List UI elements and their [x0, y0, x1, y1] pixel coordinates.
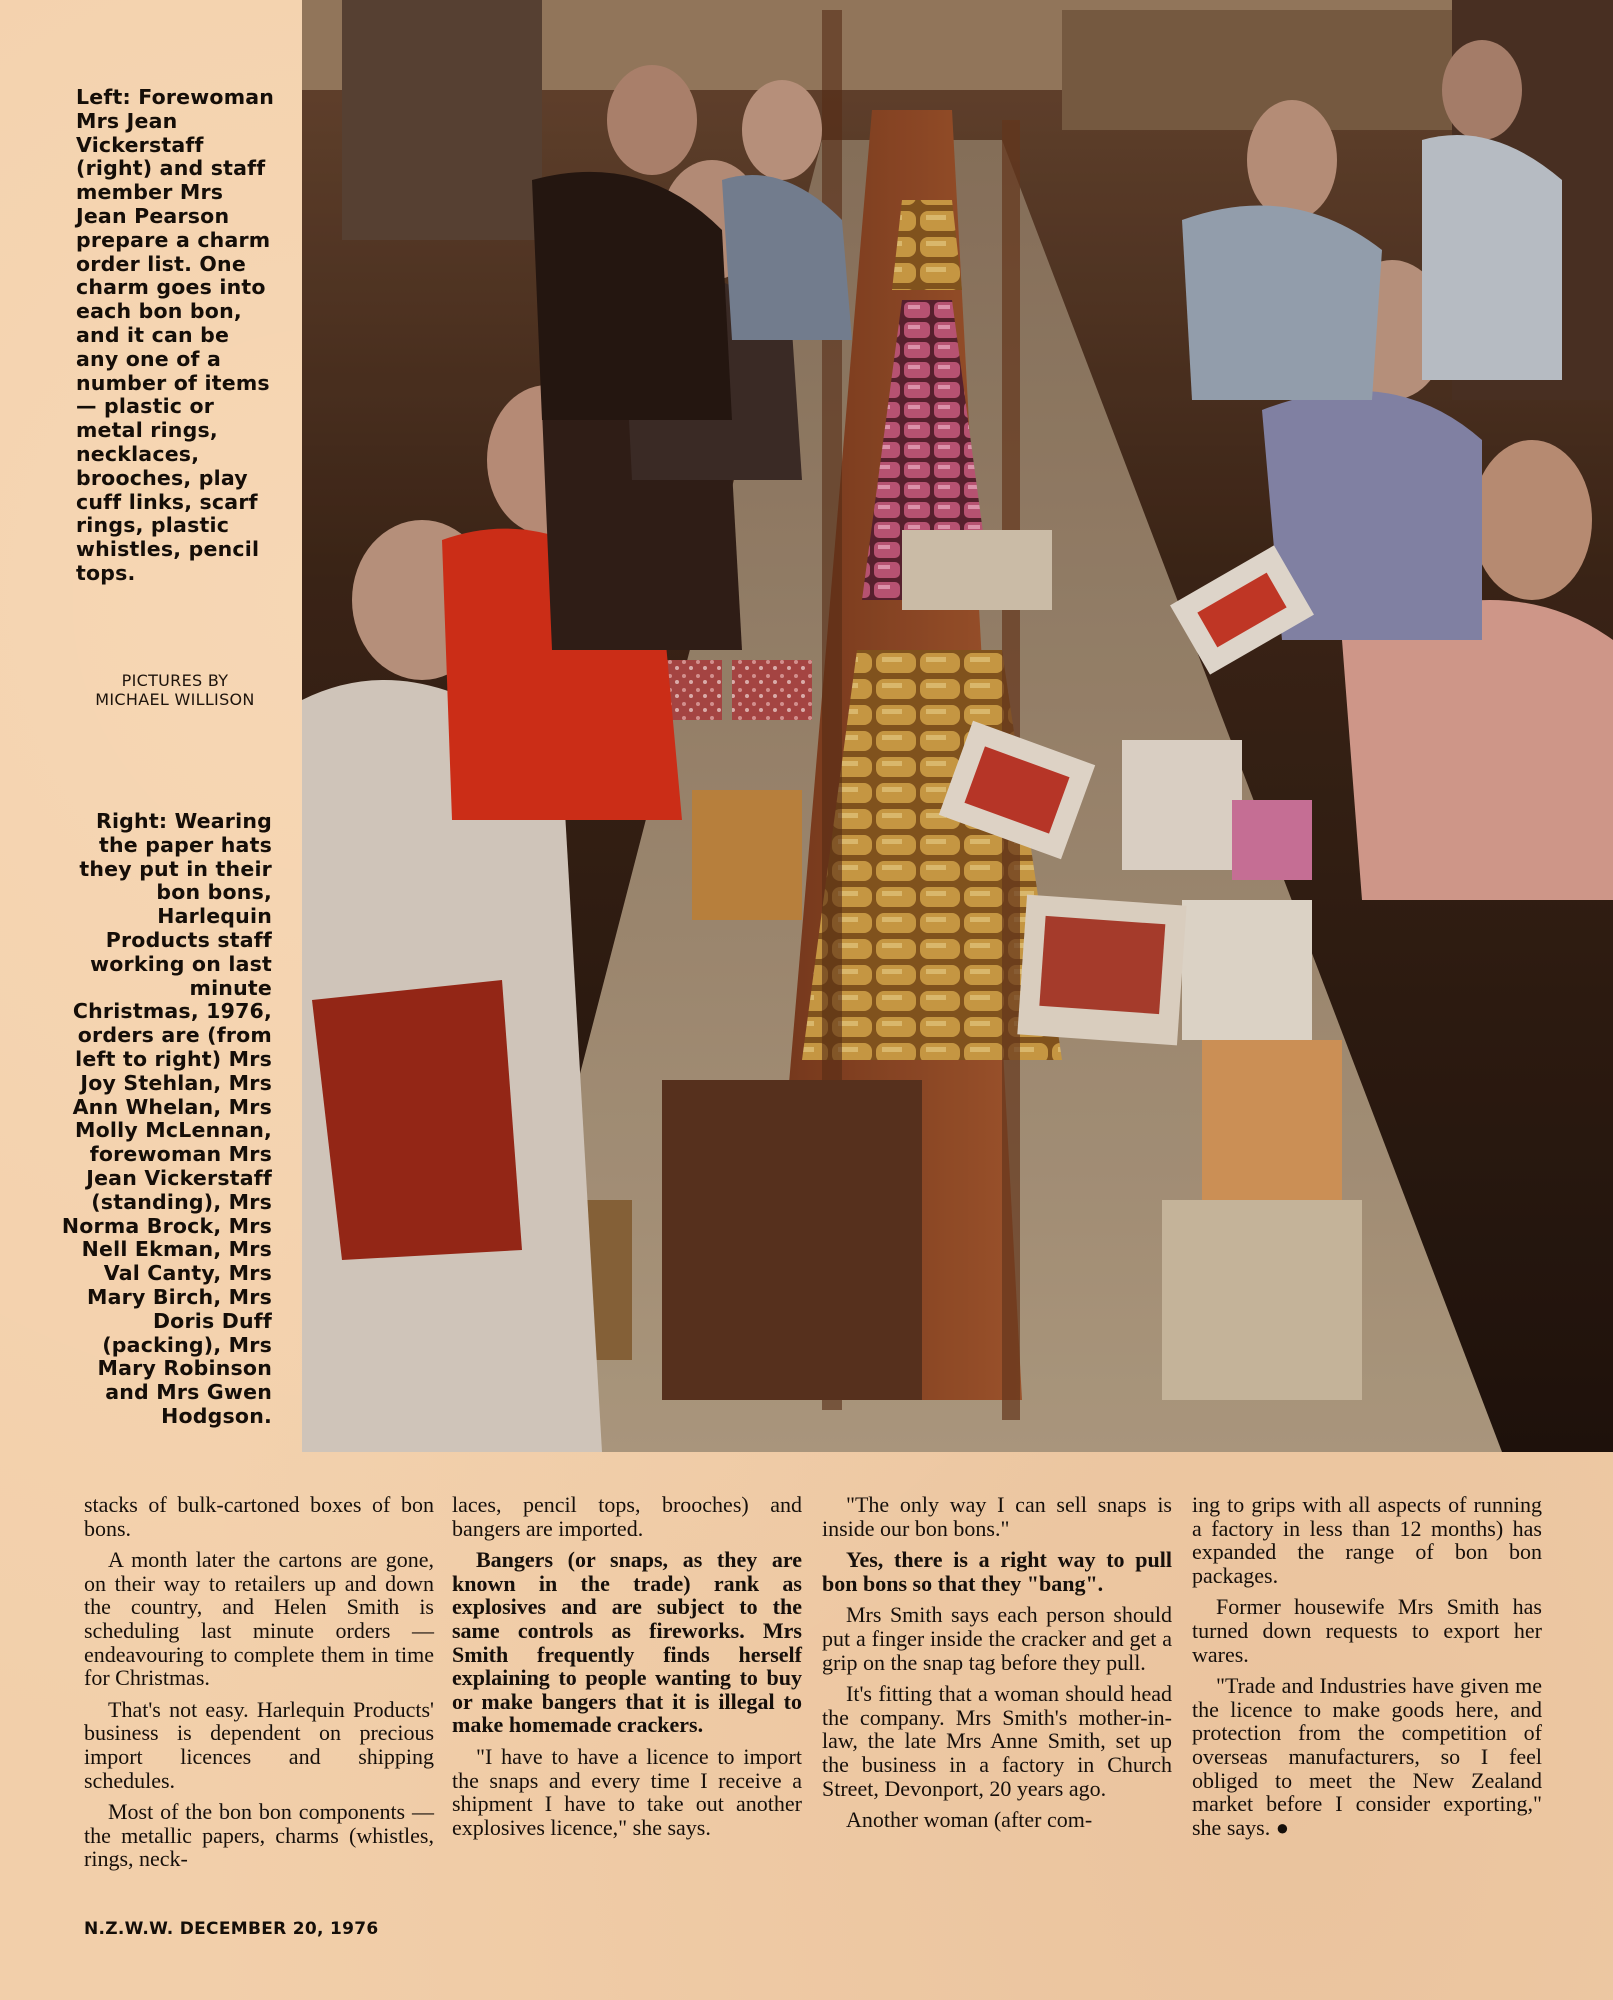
col2-para-3: "I have to have a licence to import the snaps and every time I receive a shipment I have to take out another explosives licence," she says. — [452, 1743, 802, 1840]
caption-right-photo: Right: Wearing the paper hats they put in their bon bons, Harlequin Products staff working on last minute Christmas, 1976, orders are (from left to right) Mrs Joy Stehlan, Mrs Ann Whelan, Mrs Molly McLennan, forewoman Mrs Jean Vickerstaff (standing), Mrs Norma Brock, Mrs Nell Ekman, Mrs Val Canty, Mrs Mary Birch, Mrs Doris Duff (packing), Mrs Mary Robinson and Mrs Gwen Hodgson. — [61, 809, 272, 1428]
col1-para-2: A month later the cartons are gone, on their way to retailers up and down the country, and Helen Smith is scheduling last minute orders — endeavouring to complete them in time for Christmas. — [84, 1547, 434, 1691]
col3-para-3: Mrs Smith says each person should put a finger inside the cracker and get a grip on the snap tag before they pull. — [822, 1602, 1172, 1675]
col4-para-2: Former housewife Mrs Smith has turned down requests to export her wares. — [1192, 1594, 1542, 1667]
credit-line-2: MICHAEL WILLISON — [95, 690, 255, 709]
col1-para-1: stacks of bulk-cartoned boxes of bon bons. — [84, 1492, 434, 1541]
col3-para-5: Another woman (after com- — [846, 1807, 1093, 1833]
col1-para-3: That's not easy. Harlequin Products' business is dependent on precious import licences and shipping schedules. — [84, 1696, 434, 1793]
col4-para-1: ing to grips with all aspects of running a factory in less than 12 months) has expanded the range of bon bon packages. — [1192, 1492, 1542, 1588]
credit-line-1: PICTURES BY — [121, 671, 229, 690]
col2-para-2: Bangers (or snaps, as they are known in the trade) rank as explosives and are subject to the same controls as fireworks. Mrs Smith frequently finds herself explaining to people wanting to buy or make bangers that it is illegal to make homemade crackers. — [452, 1547, 802, 1738]
caption-column — [0, 0, 300, 1460]
body-column-4 — [1192, 1493, 1542, 1847]
col2-para-1: laces, pencil tops, brooches) and bangers are imported. — [452, 1492, 802, 1541]
caption-left-photo: Left: Forewoman Mrs Jean Vickerstaff (right) and staff member Mrs Jean Pearson prepare a charm order list. One charm goes into each bon bon, and it can be any one of a number of items — plastic or metal rings, necklaces, brooches, play cuff links, scarf rings, plastic whistles, pencil tops. — [76, 85, 275, 585]
body-column-2 — [452, 1493, 802, 1847]
col3-para-1: "The only way I can sell snaps is inside our bon bons." — [822, 1492, 1172, 1541]
col1-para-4: Most of the bon bon components — the metallic papers, charms (whistles, rings, neck- — [84, 1799, 434, 1872]
col4-para-3: "Trade and Industries have given me the licence to make goods here, and protection from the competition of overseas manufacturers, so I feel obliged to meet the New Zealand market before I consider exporting," she says. ● — [1192, 1673, 1542, 1840]
body-column-1 — [84, 1493, 434, 1879]
page-footer: N.Z.W.W. DECEMBER 20, 1976 — [84, 1919, 379, 1939]
factory-photo — [302, 0, 1613, 1452]
col3-para-4: It's fitting that a woman should head the company. Mrs Smith's mother-in-law, the late Mrs Anne Smith, set up the business in a factory in Church Street, Devonport, 20 years ago. — [822, 1681, 1172, 1801]
body-column-3 — [822, 1493, 1172, 1840]
col3-para-2: Yes, there is a right way to pull bon bons so that they "bang". — [822, 1547, 1172, 1596]
photo-credit — [70, 671, 280, 709]
